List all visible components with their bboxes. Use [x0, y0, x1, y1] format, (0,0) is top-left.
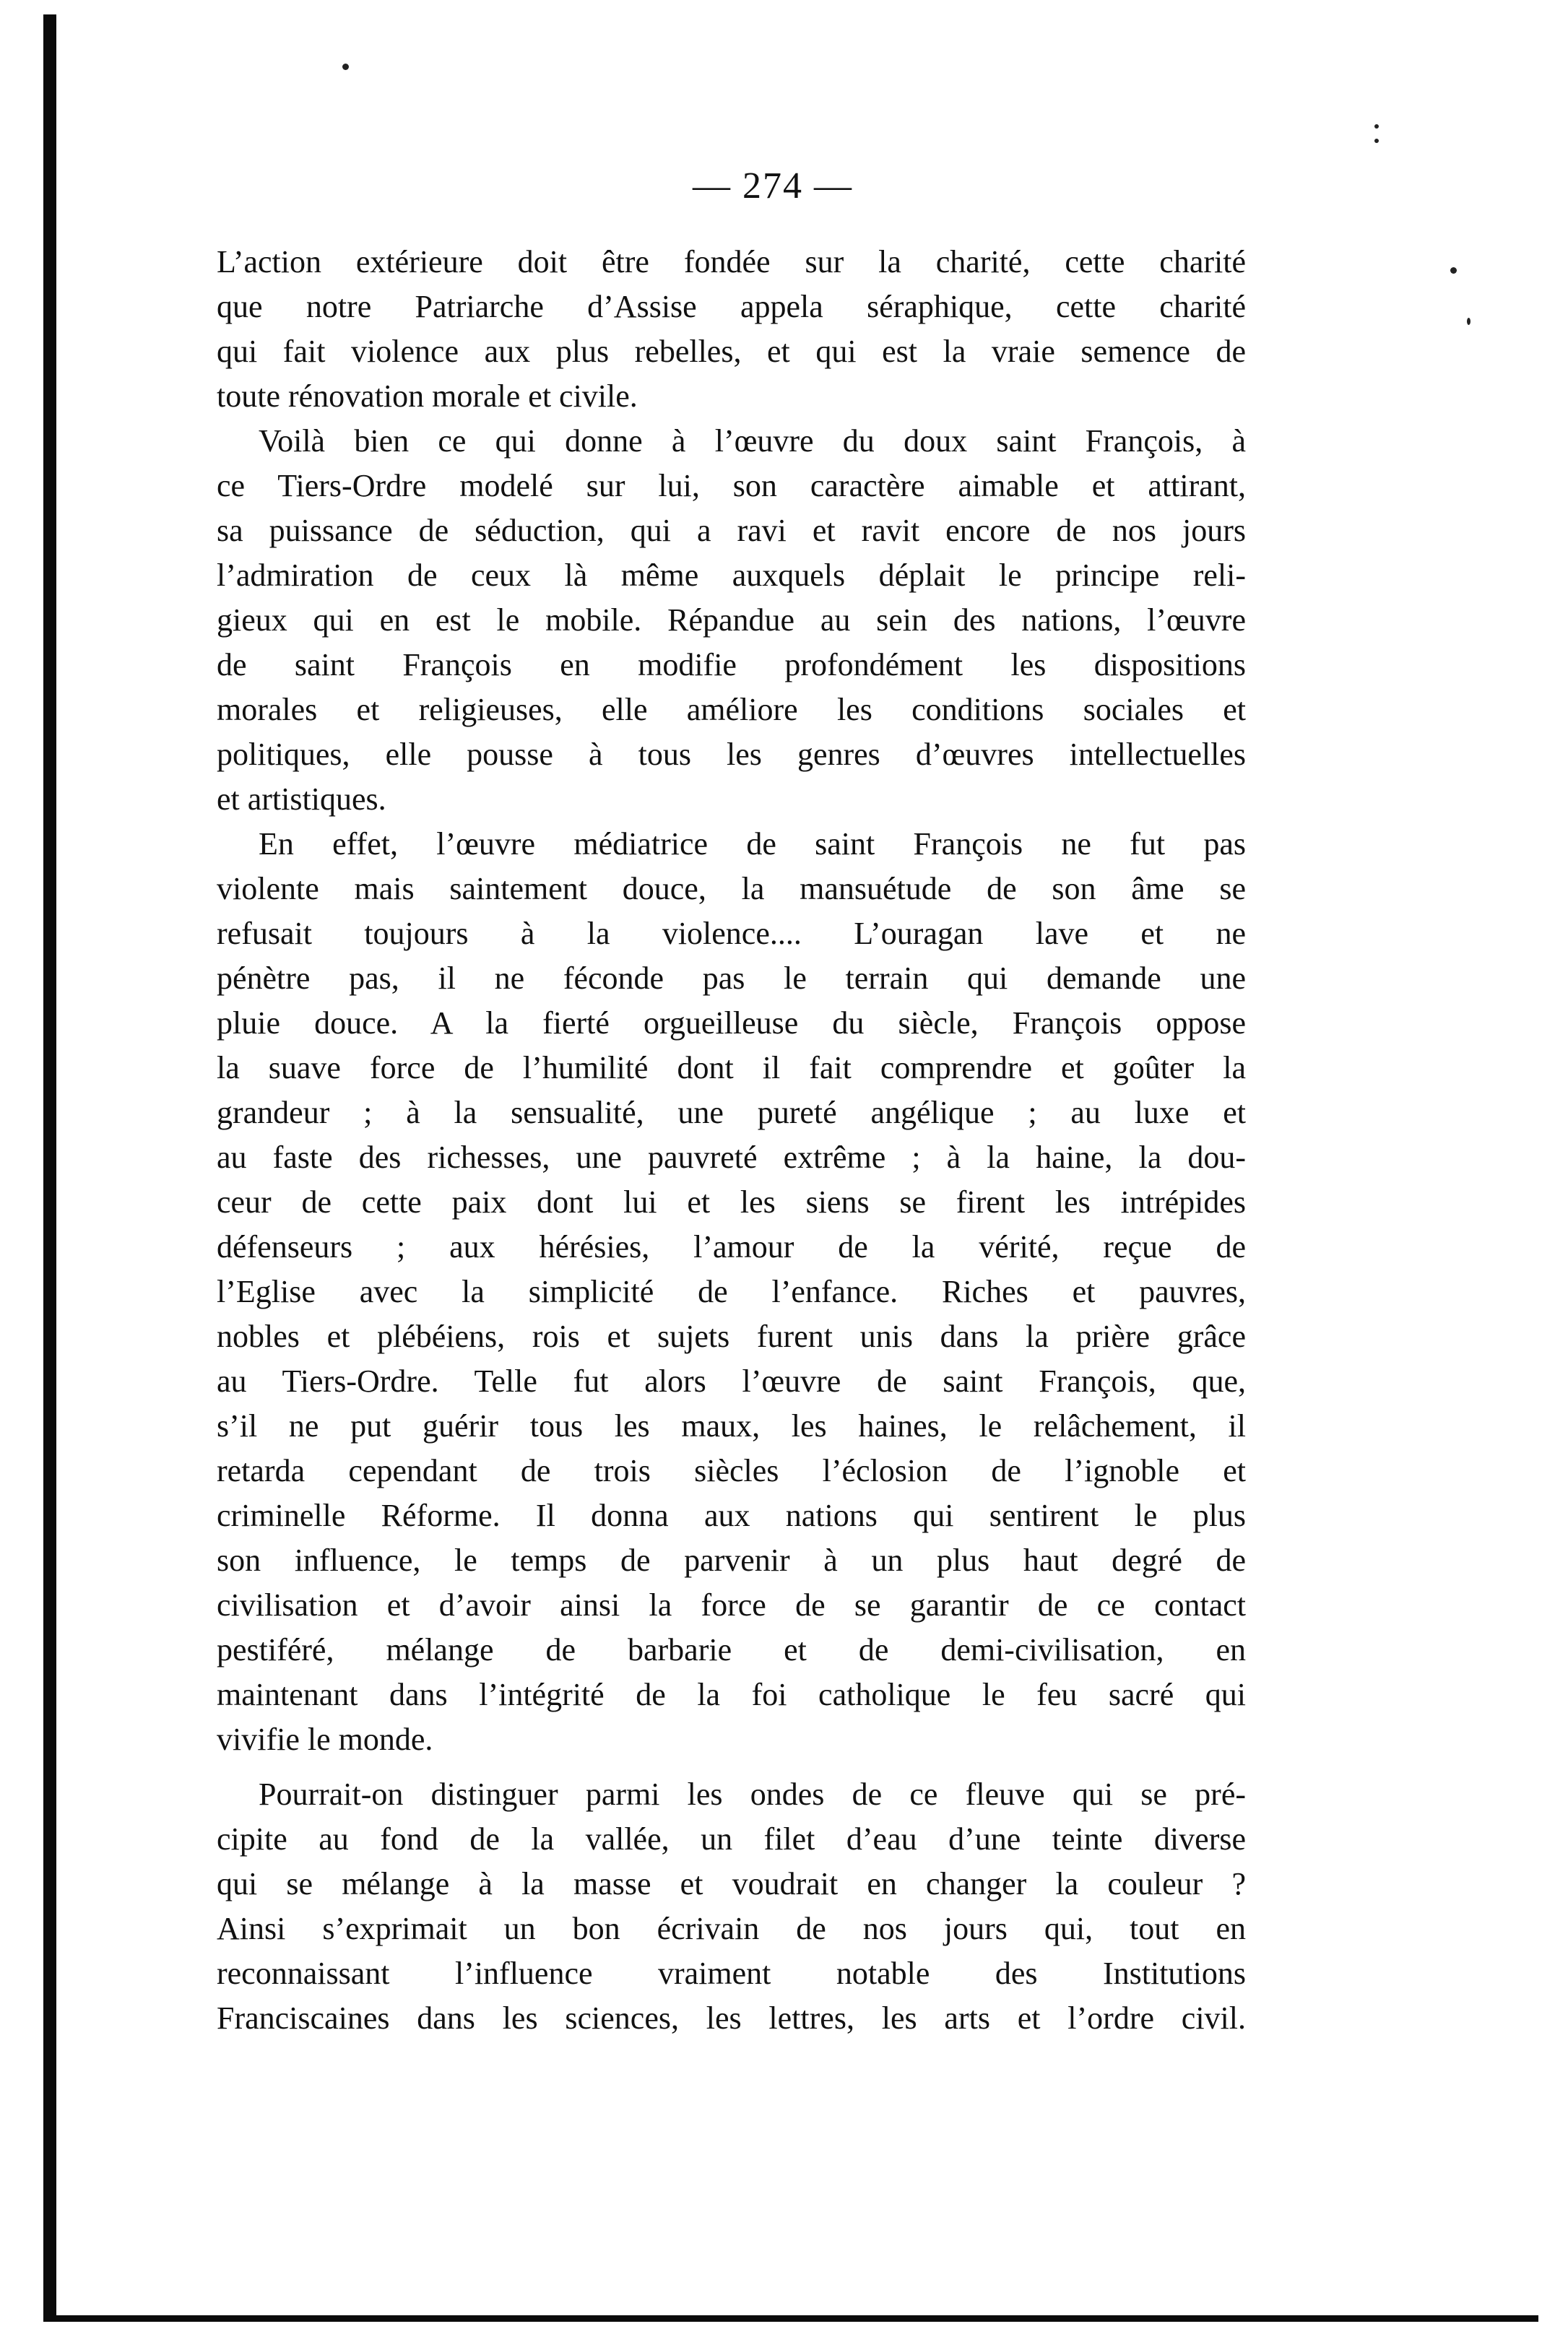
ink-speck: [1374, 139, 1379, 143]
text-line: sa puissance de séduction, qui a ravi et ravit encore de nos jours: [217, 513, 1246, 548]
body-text: [217, 240, 1246, 2041]
ink-speck: [1374, 124, 1379, 129]
page-number: — 274 —: [693, 165, 853, 207]
text-line: nobles et plébéiens, rois et sujets furent unis dans la prière grâce: [217, 1319, 1246, 1354]
text-line: Pourrait-on distinguer parmi les ondes de ce fleuve qui se pré-: [259, 1777, 1246, 1812]
text-line: son influence, le temps de parvenir à un plus haut degré de: [217, 1543, 1246, 1578]
text-line: Ainsi s’exprimait un bon écrivain de nos jours qui, tout en: [217, 1911, 1246, 1946]
text-line: toute rénovation morale et civile.: [217, 378, 638, 414]
ink-speck: [1450, 267, 1457, 274]
text-line: En effet, l’œuvre médiatrice de saint François ne fut pas: [259, 826, 1246, 862]
text-line: ceur de cette paix dont lui et les siens se firent les intrépides: [217, 1184, 1246, 1220]
ink-speck: [1467, 318, 1470, 325]
page-binding-edge: [43, 14, 56, 2318]
text-line: Voilà bien ce qui donne à l’œuvre du doux saint François, à: [259, 423, 1246, 459]
text-line: défenseurs ; aux hérésies, l’amour de la vérité, reçue de: [217, 1229, 1246, 1265]
text-line: l’admiration de ceux là même auxquels déplait le principe reli-: [217, 558, 1246, 593]
paragraph-2: [217, 419, 1246, 822]
paragraph-1: [217, 240, 1246, 419]
text-line: pestiféré, mélange de barbarie et de demi-civilisation, en: [217, 1632, 1246, 1667]
paragraph-gap: [217, 1762, 1246, 1772]
text-line: violente mais saintement douce, la mansuétude de son âme se: [217, 871, 1246, 906]
page-bottom-edge: [43, 2315, 1538, 2322]
text-line: au Tiers-Ordre. Telle fut alors l’œuvre de saint François, que,: [217, 1363, 1246, 1399]
text-line: que notre Patriarche d’Assise appela séraphique, cette charité: [217, 289, 1246, 324]
text-line: civilisation et d’avoir ainsi la force de se garantir de ce contact: [217, 1587, 1246, 1623]
text-line: ce Tiers-Ordre modelé sur lui, son caractère aimable et attirant,: [217, 468, 1246, 503]
text-line: maintenant dans l’intégrité de la foi catholique le feu sacré qui: [217, 1677, 1246, 1712]
text-line: qui se mélange à la masse et voudrait en changer la couleur ?: [217, 1866, 1246, 1901]
text-line: vivifie le monde.: [217, 1722, 433, 1757]
text-line: au faste des richesses, une pauvreté extrême ; à la haine, la dou-: [217, 1140, 1246, 1175]
text-line: cipite au fond de la vallée, un filet d’eau d’une teinte diverse: [217, 1821, 1246, 1857]
text-line: qui fait violence aux plus rebelles, et qui est la vraie semence de: [217, 334, 1246, 369]
text-line: L’action extérieure doit être fondée sur la charité, cette charité: [217, 244, 1246, 279]
text-line: reconnaissant l’influence vraiment notable des Institutions: [217, 1956, 1246, 1991]
text-line: politiques, elle pousse à tous les genres d’œuvres intellectuelles: [217, 737, 1246, 772]
text-line: criminelle Réforme. Il donna aux nations qui sentirent le plus: [217, 1498, 1246, 1533]
text-line: pluie douce. A la fierté orgueilleuse du siècle, François oppose: [217, 1005, 1246, 1041]
text-line: refusait toujours à la violence.... L’ouragan lave et ne: [217, 916, 1246, 951]
text-line: et artistiques.: [217, 781, 386, 817]
text-line: la suave force de l’humilité dont il fait comprendre et goûter la: [217, 1050, 1246, 1085]
paragraph-3: [217, 822, 1246, 1762]
text-line: s’il ne put guérir tous les maux, les haines, le relâchement, il: [217, 1408, 1246, 1444]
text-line: gieux qui en est le mobile. Répandue au sein des nations, l’œuvre: [217, 602, 1246, 638]
paragraph-4: [217, 1772, 1246, 2041]
ink-speck: [342, 64, 349, 70]
text-line: retarda cependant de trois siècles l’éclosion de l’ignoble et: [217, 1453, 1246, 1488]
text-line: pénètre pas, il ne féconde pas le terrain qui demande une: [217, 960, 1246, 996]
text-line: grandeur ; à la sensualité, une pureté angélique ; au luxe et: [217, 1095, 1246, 1130]
text-line: de saint François en modifie profondément les dispositions: [217, 647, 1246, 682]
text-line: Franciscaines dans les sciences, les lettres, les arts et l’ordre civil.: [217, 2000, 1246, 2036]
text-line: morales et religieuses, elle améliore les conditions sociales et: [217, 692, 1246, 727]
text-line: l’Eglise avec la simplicité de l’enfance. Riches et pauvres,: [217, 1274, 1246, 1309]
